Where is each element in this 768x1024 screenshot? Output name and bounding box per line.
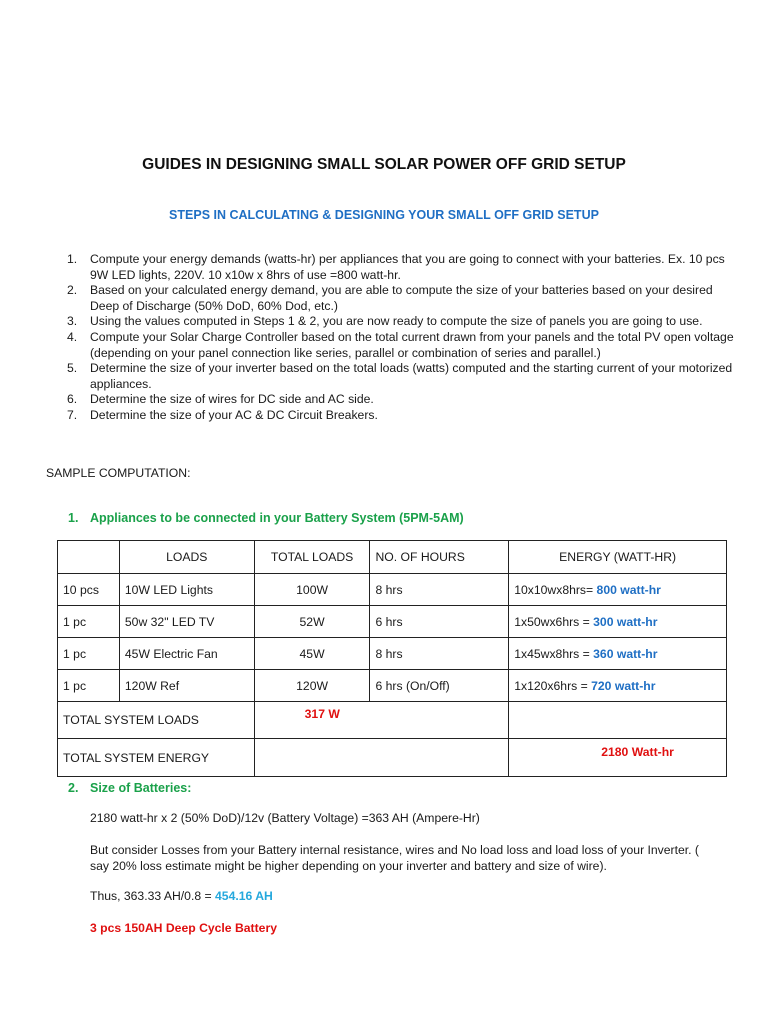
cell-hours: 6 hrs (On/Off): [370, 670, 509, 702]
cell-load: 120W Ref: [119, 670, 254, 702]
thus-value: 454.16 AH: [215, 889, 273, 903]
step-number: 6.: [67, 392, 78, 407]
header-qty: [58, 541, 120, 574]
step-text: Determine the size of your AC & DC Circuit Breakers.: [90, 407, 378, 422]
cell-qty: 1 pc: [58, 670, 120, 702]
energy-formula: 1x120x6hrs =: [514, 678, 592, 693]
total-loads-label: TOTAL SYSTEM LOADS: [58, 702, 255, 739]
step-number: 7.: [67, 407, 78, 422]
cell-total: 52W: [254, 606, 370, 638]
cell-qty: 1 pc: [58, 606, 120, 638]
cell-qty: 10 pcs: [58, 574, 120, 606]
list-item: [62, 283, 742, 314]
thus-prefix: Thus, 363.33 AH/0.8 =: [90, 889, 216, 903]
page-title: GUIDES IN DESIGNING SMALL SOLAR POWER OFF GRID SETUP: [142, 156, 626, 173]
step-text: Using the values computed in Steps 1 & 2, you are now ready to compute the size of panels you are going to use.: [90, 314, 703, 329]
cell-hours: 8 hrs: [370, 638, 509, 670]
total-energy-value: [509, 739, 727, 777]
list-item: [62, 392, 742, 408]
header-loads: LOADS: [119, 541, 254, 574]
header-total-loads: TOTAL LOADS: [254, 541, 370, 574]
battery-result: 3 pcs 150AH Deep Cycle Battery: [90, 921, 277, 935]
battery-losses-note: But consider Losses from your Battery internal resistance, wires and No load loss and load loss of your Inverter. ( say 20% loss estimate might be higher depending on your inverter and battery and size of wire).: [90, 843, 699, 873]
section-number: 1.: [68, 511, 79, 525]
list-item: [62, 330, 742, 361]
step-number: 2.: [67, 283, 78, 298]
step-number: 5.: [67, 361, 78, 376]
energy-formula: 1x50wx6hrs =: [514, 614, 594, 629]
cell-energy: [509, 670, 727, 702]
cell-load: 50w 32" LED TV: [119, 606, 254, 638]
total-loads-number: 317 W: [304, 707, 340, 721]
section-title: Size of Batteries:: [90, 781, 192, 795]
section-title: Appliances to be connected in your Battery System (5PM-5AM): [90, 511, 464, 525]
section-number: 2.: [68, 781, 79, 795]
cell-energy: [509, 606, 727, 638]
battery-calculation: 2180 watt-hr x 2 (50% DoD)/12v (Battery Voltage) =363 AH (Ampere-Hr): [90, 811, 480, 825]
energy-formula: 1x45wx8hrs =: [514, 646, 594, 661]
list-item: [62, 314, 742, 330]
energy-value: 720 watt-hr: [591, 678, 656, 693]
total-energy-empty: [254, 739, 509, 777]
cell-energy: [509, 574, 727, 606]
section-heading-batteries: [68, 781, 191, 795]
table-row: [58, 606, 727, 638]
table-row: [58, 638, 727, 670]
energy-value: 800 watt-hr: [596, 582, 661, 597]
total-energy-label: TOTAL SYSTEM ENERGY: [58, 739, 255, 777]
energy-value: 300 watt-hr: [593, 614, 658, 629]
sample-computation-label: SAMPLE COMPUTATION:: [46, 466, 191, 480]
page-subtitle: STEPS IN CALCULATING & DESIGNING YOUR SMALL OFF GRID SETUP: [169, 208, 599, 222]
step-number: 4.: [67, 329, 78, 344]
header-energy: ENERGY (WATT-HR): [509, 541, 727, 574]
list-item: [62, 252, 742, 283]
cell-total: 100W: [254, 574, 370, 606]
energy-formula: 10x10wx8hrs=: [514, 582, 594, 597]
section-heading-appliances: [68, 511, 464, 525]
cell-hours: 6 hrs: [370, 606, 509, 638]
step-text: Determine the size of your inverter based on the total loads (watts) computed and the starting current of your motorized appliances.: [90, 361, 733, 391]
loads-table: [57, 540, 727, 777]
cell-hours: 8 hrs: [370, 574, 509, 606]
table-row: [58, 574, 727, 606]
cell-energy: [509, 638, 727, 670]
cell-load: 10W LED Lights: [119, 574, 254, 606]
step-text: Determine the size of wires for DC side and AC side.: [90, 392, 374, 407]
total-energy-number: 2180 Watt-hr: [601, 745, 674, 759]
table-total-loads-row: [58, 702, 727, 739]
step-text: Compute your Solar Charge Controller based on the total current drawn from your panels and the total PV open voltage (depending on your panel connection like series, parallel or combination of series and parallel.): [90, 329, 734, 360]
list-item: [62, 408, 742, 424]
total-loads-empty: [509, 702, 727, 739]
cell-qty: 1 pc: [58, 638, 120, 670]
header-hours: NO. OF HOURS: [370, 541, 509, 574]
energy-value: 360 watt-hr: [593, 646, 658, 661]
total-loads-value: [254, 702, 509, 739]
battery-thus-line: [90, 889, 730, 905]
steps-list: [62, 252, 742, 424]
table-row: [58, 670, 727, 702]
table-header-row: [58, 541, 727, 574]
step-number: 3.: [67, 314, 78, 329]
step-number: 1.: [67, 252, 78, 266]
cell-total: 120W: [254, 670, 370, 702]
list-item: [62, 361, 742, 392]
step-text: Compute your energy demands (watts-hr) per appliances that you are going to connect with your batteries. Ex. 10 pcs 9W LED lights, 220V. 10 x10w x 8hrs of use =800 watt-hr.: [90, 252, 725, 282]
cell-total: 45W: [254, 638, 370, 670]
table-total-energy-row: [58, 739, 727, 777]
cell-load: 45W Electric Fan: [119, 638, 254, 670]
step-text: Based on your calculated energy demand, you are able to compute the size of your batteries based on your desired Deep of Discharge (50% DoD, 60% Dod, etc.): [90, 283, 713, 313]
